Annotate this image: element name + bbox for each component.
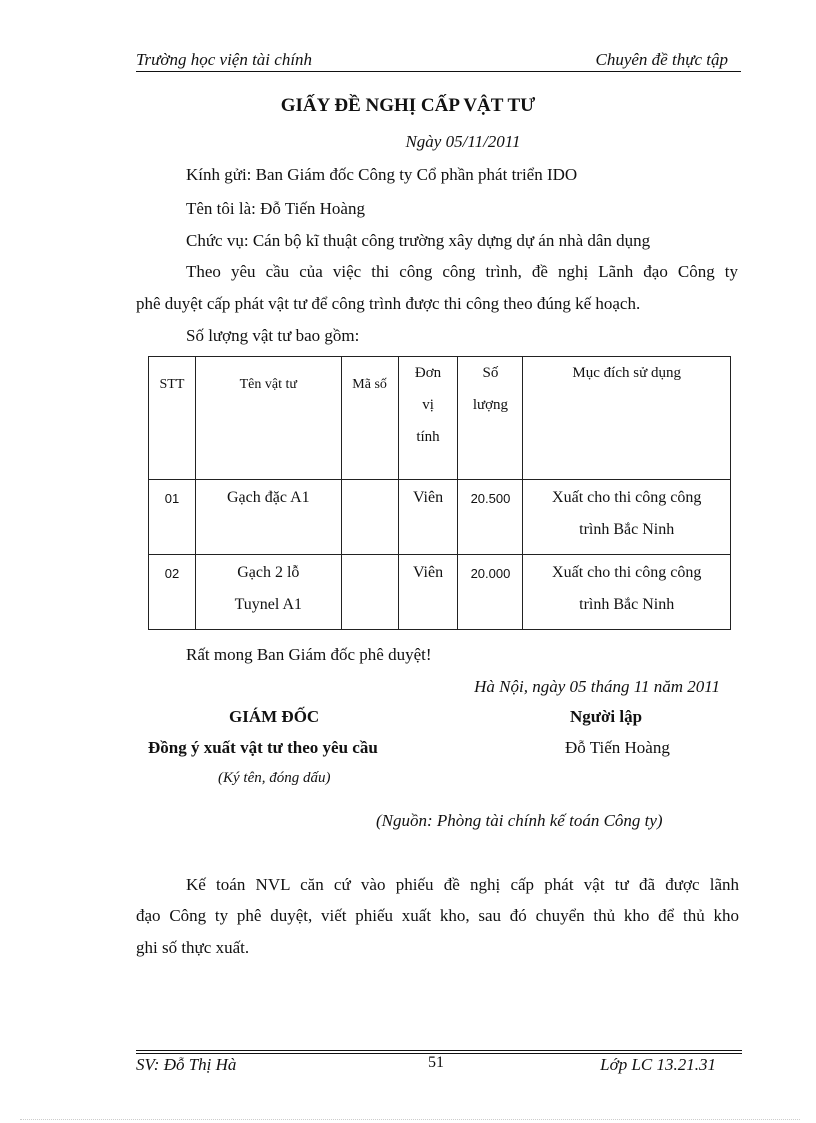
header-topic: Chuyên đề thực tập [595, 50, 728, 69]
quantity-intro: Số lượng vật tư bao gồm: [186, 326, 360, 345]
cell-quantity: 20.000 [458, 555, 523, 630]
cell-material-name-line-2: Tuynel A1 [234, 596, 303, 613]
header-unit-line-1: Đơn [414, 365, 442, 381]
page-edge-dots [20, 1119, 800, 1120]
director-title: GIÁM ĐỐC [229, 707, 320, 726]
header-purpose: Mục đích sử dụng [523, 357, 731, 480]
request-line-1: Theo yêu cầu của việc thi công công trình, đề nghị Lãnh đạo Công ty [186, 262, 738, 281]
creator-name: Đỗ Tiến Hoàng [565, 738, 670, 757]
header-school: Trường học viện tài chính [136, 50, 313, 69]
position-line: Chức vụ: Cán bộ kĩ thuật công trường xây dựng dự án nhà dân dụng [186, 231, 651, 250]
table-header-row [149, 357, 731, 480]
footer-rule-top [136, 1050, 742, 1051]
page-number: 51 [428, 1054, 444, 1071]
cell-purpose-line-2: trình Bắc Ninh [579, 521, 675, 538]
creator-title: Người lập [570, 707, 643, 726]
header-unit-line-2: vị [422, 397, 434, 413]
footer-student: SV: Đỗ Thị Hà [136, 1055, 237, 1074]
cell-material-name-line-1: Gạch 2 lỗ [237, 564, 300, 581]
recipient-line: Kính gửi: Ban Giám đốc Công ty Cổ phần phát triển IDO [186, 165, 578, 184]
cell-purpose [523, 480, 731, 555]
cell-material-name [195, 555, 341, 630]
cell-material-name-line-1: Gạch đặc A1 [226, 489, 310, 506]
closing-line: Rất mong Ban Giám đốc phê duyệt! [186, 645, 432, 664]
cell-stt: 01 [149, 480, 196, 555]
materials-table [148, 356, 731, 630]
header-quantity-line-2: lượng [472, 397, 509, 413]
body-line-2: đạo Công ty phê duyệt, viết phiếu xuất kho, sau đó chuyển thủ kho để thủ kho [136, 906, 739, 925]
body-line-3: ghi số thực xuất. [136, 938, 250, 957]
document-date: Ngày 05/11/2011 [405, 132, 521, 151]
header-code: Mã số [341, 357, 398, 480]
requester-name-line: Tên tôi là: Đỗ Tiến Hoàng [186, 199, 365, 218]
director-approval: Đồng ý xuất vật tư theo yêu cầu [148, 738, 378, 757]
header-stt: STT [149, 357, 196, 480]
cell-code [341, 480, 398, 555]
footer-class: Lớp LC 13.21.31 [600, 1055, 716, 1074]
cell-material-name [195, 480, 341, 555]
place-date: Hà Nội, ngày 05 tháng 11 năm 2011 [474, 677, 720, 696]
header-quantity [458, 357, 523, 480]
cell-quantity: 20.500 [458, 480, 523, 555]
director-sign-note: (Ký tên, đóng dấu) [218, 770, 331, 786]
cell-unit: Viên [398, 555, 458, 630]
header-unit-line-3: tính [416, 429, 440, 445]
cell-purpose-line-1: Xuất cho thi công công [552, 564, 702, 581]
cell-purpose [523, 555, 731, 630]
document-title: GIẤY ĐỀ NGHỊ CẤP VẬT TƯ [280, 95, 536, 116]
body-line-1: Kế toán NVL căn cứ vào phiếu đề nghị cấp phát vật tư đã được lãnh [186, 875, 739, 894]
cell-purpose-line-2: trình Bắc Ninh [579, 596, 675, 613]
cell-purpose-line-1: Xuất cho thi công công [552, 489, 702, 506]
request-line-2: phê duyệt cấp phát vật tư để công trình được thi công theo đúng kế hoạch. [136, 294, 641, 313]
table-row [149, 555, 731, 630]
header-quantity-line-1: Số [482, 365, 499, 381]
header-material-name: Tên vật tư [195, 357, 341, 480]
header-unit [398, 357, 458, 480]
source-note: (Nguồn: Phòng tài chính kế toán Công ty) [376, 811, 663, 830]
cell-stt: 02 [149, 555, 196, 630]
cell-unit: Viên [398, 480, 458, 555]
cell-code [341, 555, 398, 630]
table-row [149, 480, 731, 555]
header-rule [136, 71, 741, 72]
